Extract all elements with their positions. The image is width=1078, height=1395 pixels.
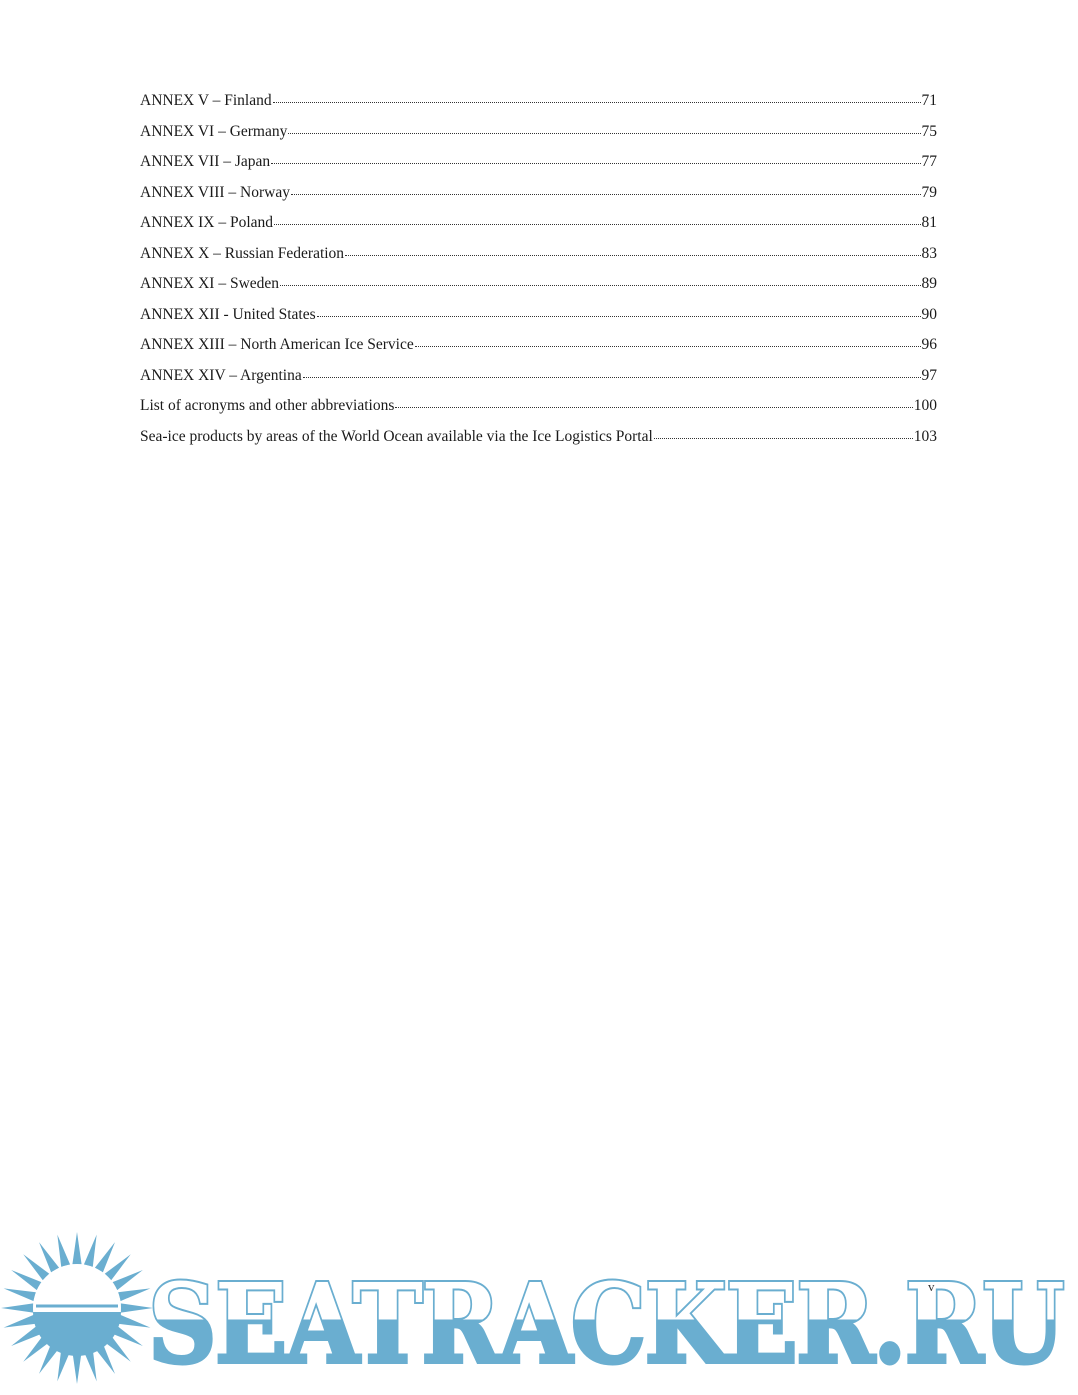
toc-entry[interactable] [140, 117, 937, 148]
toc-entry[interactable] [140, 361, 937, 392]
toc-leader [288, 133, 920, 134]
toc-entry-page: 97 [921, 366, 937, 384]
toc-leader [654, 438, 913, 439]
toc-leader [415, 346, 921, 347]
sun-ray [84, 1235, 97, 1267]
toc-leader [303, 377, 921, 378]
sun-ray [39, 1242, 59, 1272]
toc-leader [274, 224, 920, 225]
sun-ray [4, 1315, 36, 1328]
toc-entry[interactable] [140, 300, 937, 331]
sun-ray [11, 1270, 41, 1290]
toc-leader [271, 163, 920, 164]
toc-entry-title: ANNEX XI – Sweden [140, 275, 280, 292]
seatracker-watermark [0, 1230, 1078, 1390]
table-of-contents [140, 86, 937, 452]
toc-entry-page: 90 [921, 305, 937, 323]
sun-ray [1, 1303, 33, 1312]
toc-entry-page: 71 [921, 92, 937, 109]
toc-leader [395, 407, 912, 408]
toc-entry-page: 77 [921, 153, 937, 170]
toc-entry[interactable] [140, 391, 937, 422]
sun-ray [118, 1315, 150, 1328]
toc-entry-title: ANNEX VI – Germany [140, 122, 288, 140]
sun-ray [95, 1242, 115, 1272]
sun-ray [113, 1270, 143, 1290]
toc-entry[interactable] [140, 422, 937, 453]
toc-entry-page: 79 [921, 183, 937, 201]
sun-ray [105, 1254, 131, 1280]
toc-entry-page: 89 [921, 275, 937, 292]
toc-entry-title: ANNEX VII – Japan [140, 153, 271, 170]
toc-leader [317, 316, 921, 317]
toc-leader [273, 102, 921, 103]
toc-entry[interactable] [140, 208, 937, 239]
toc-entry[interactable] [140, 269, 937, 300]
toc-entry-title: ANNEX XIII – North American Ice Service [140, 336, 414, 353]
toc-leader [280, 285, 920, 286]
toc-entry-title: ANNEX VIII – Norway [140, 183, 290, 201]
toc-entry-page: 100 [913, 397, 937, 414]
toc-leader [291, 194, 921, 195]
toc-entry[interactable] [140, 178, 937, 209]
sun-ray [57, 1235, 70, 1267]
toc-entry[interactable] [140, 330, 937, 361]
page-number: v [928, 1279, 935, 1294]
toc-entry-title: ANNEX V – Finland [140, 92, 272, 109]
watermark-graphic [0, 1230, 1078, 1390]
sun-ray [72, 1352, 81, 1384]
toc-entry-title: ANNEX XII - United States [140, 305, 316, 323]
toc-entry-title: ANNEX X – Russian Federation [140, 244, 345, 262]
sun-ray [118, 1288, 150, 1301]
sun-ray [72, 1232, 81, 1264]
toc-entry-title: Sea-ice products by areas of the World Ocean available via the Ice Logistics Portal [140, 427, 653, 445]
toc-entry-title: ANNEX XIV – Argentina [140, 366, 302, 384]
toc-entry-page: 75 [921, 122, 937, 140]
sun-ray [4, 1288, 36, 1301]
toc-entry-page: 103 [913, 427, 937, 445]
toc-entry-page: 81 [921, 214, 937, 231]
toc-entry-page: 83 [921, 244, 937, 262]
toc-entry[interactable] [140, 239, 937, 270]
toc-entry[interactable] [140, 86, 937, 117]
toc-leader [345, 255, 920, 256]
toc-entry-title: ANNEX IX – Poland [140, 214, 274, 231]
toc-entry-title: List of acronyms and other abbreviations [140, 397, 395, 414]
sun-icon [1, 1232, 153, 1384]
toc-entry[interactable] [140, 147, 937, 178]
watermark-text: SEATRACKER.RU [148, 1259, 1064, 1388]
toc-entry-page: 96 [921, 336, 937, 353]
sun-ray [23, 1254, 49, 1280]
